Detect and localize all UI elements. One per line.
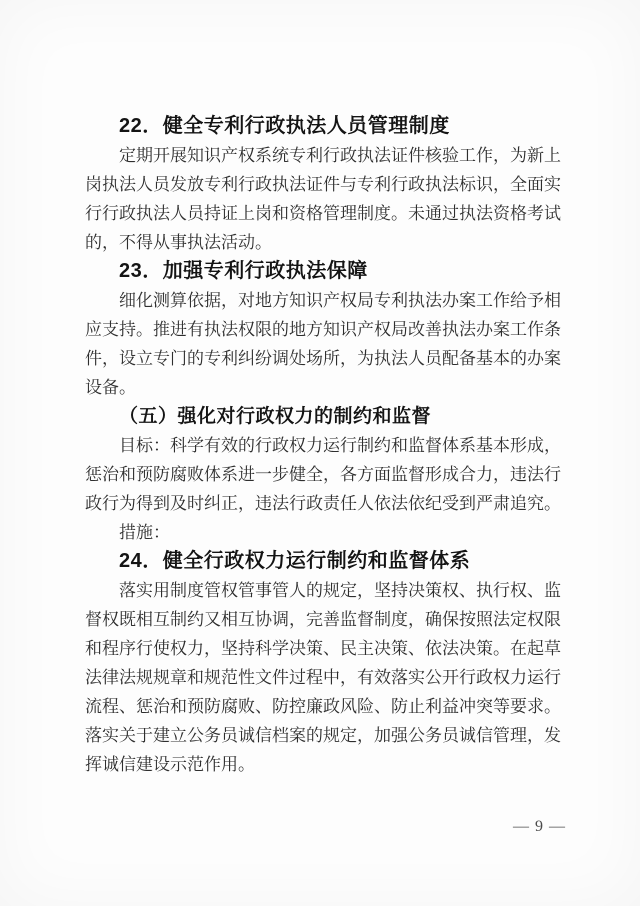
document-paragraph: 落实用制度管权管事管人的规定，坚持决策权、执行权、监督权既相互制约又相互协调，完善监督制度，确保按照法定权限和程序行使权力，坚持科学决策、民主决策、依法决策。在起草法律法规规章和规范性文件过程中，有效落实公开行政权力运行流程、惩治和预防腐败、防控廉政风险、防止利益冲突等要求。落实关于建立公务员诚信档案的规定，加强公务员诚信管理，发挥诚信建设示范作用。 xyxy=(85,581,561,774)
section-heading: 23．加强专利行政执法保障 xyxy=(119,260,368,282)
section-heading: 24．健全行政权力运行制约和监督体系 xyxy=(119,550,471,572)
document-paragraph: 措施： xyxy=(119,523,170,542)
section-subheading: （五）强化对行政权力的制约和监督 xyxy=(119,406,432,427)
page-number: — 9 — xyxy=(513,818,566,835)
document-paragraph: 定期开展知识产权系统专利行政执法证件核验工作，为新上岗执法人员发放专利行政执法证件与专利行政执法标识，全面实行行政执法人员持证上岗和资格管理制度。未通过执法资格考试的，不得从事执法活动。 xyxy=(85,146,561,252)
document-content xyxy=(85,112,561,779)
document-paragraph: 目标：科学有效的行政权力运行制约和监督体系基本形成，惩治和预防腐败体系进一步健全，各方面监督形成合力，违法行政行为得到及时纠正，违法行政责任人依法依纪受到严肃追究。 xyxy=(85,436,561,513)
document-paragraph: 细化测算依据，对地方知识产权局专利执法办案工作给予相应支持。推进有执法权限的地方知识产权局改善执法办案工作条件，设立专门的专利纠纷调处场所，为执法人员配备基本的办案设备。 xyxy=(85,291,561,397)
section-heading: 22．健全专利行政执法人员管理制度 xyxy=(119,115,450,137)
